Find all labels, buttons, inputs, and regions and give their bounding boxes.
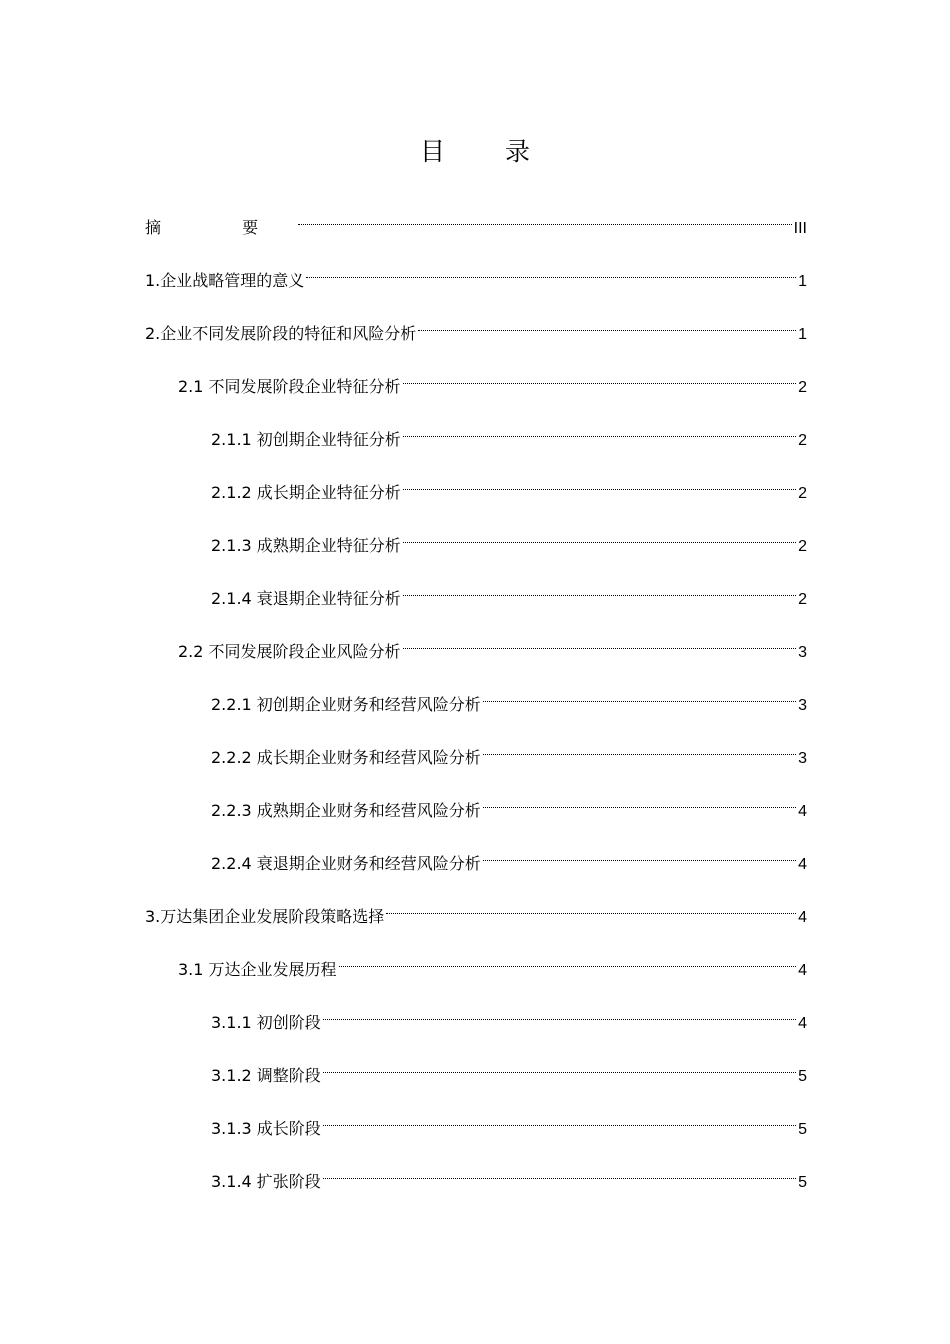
toc-entry-label: 2.1.1 初创期企业特征分析: [211, 430, 401, 449]
toc-entry-label: 2.企业不同发展阶段的特征和风险分析: [145, 324, 417, 343]
toc-entry-3-1-1[interactable]: [0, 998, 950, 1032]
toc-entry-2-2-1[interactable]: [0, 680, 950, 714]
toc-entry-page: III: [793, 220, 807, 237]
toc-dot-leader: [401, 627, 799, 657]
toc-entry-label: 2.2.1 初创期企业财务和经营风险分析: [211, 695, 481, 714]
toc-entry-label: 3.1 万达企业发展历程: [178, 960, 337, 979]
toc-entry-2-1-4[interactable]: [0, 574, 950, 608]
toc-title: 目 录: [420, 137, 556, 166]
toc-entry-page: 2: [798, 485, 807, 502]
toc-entry-label: 2.2.4 衰退期企业财务和经营风险分析: [211, 854, 481, 873]
toc-entry-label: 摘 要: [145, 218, 297, 237]
toc-dot-leader: [337, 945, 799, 975]
toc-entry-page: 3: [798, 750, 807, 767]
toc-entry-2-2-3[interactable]: [0, 786, 950, 820]
toc-dot-leader: [401, 362, 799, 392]
toc-entry-2-1-3[interactable]: [0, 521, 950, 555]
toc-entry-label: 3.1.2 调整阶段: [211, 1066, 321, 1085]
toc-entry-label: 2.1.4 衰退期企业特征分析: [211, 589, 401, 608]
toc-entry-3-1[interactable]: [0, 945, 950, 979]
toc-entry-page: 4: [798, 909, 807, 926]
toc-entry-page: 3: [798, 697, 807, 714]
toc-dot-leader: [321, 1157, 798, 1187]
toc-entry-page: 4: [798, 803, 807, 820]
toc-dot-leader: [384, 892, 798, 922]
toc-entry-page: 1: [798, 273, 807, 290]
toc-dot-leader: [304, 256, 798, 286]
toc-dot-leader: [481, 839, 798, 869]
toc-entry-2-2-2[interactable]: [0, 733, 950, 767]
toc-entry-2-1[interactable]: [0, 362, 950, 396]
toc-dot-leader: [401, 415, 798, 445]
toc-entry-label: 3.1.3 成长阶段: [211, 1119, 321, 1138]
toc-entry-2-2[interactable]: [0, 627, 950, 661]
toc-entry-label: 1.企业战略管理的意义: [145, 271, 305, 290]
toc-entry-2-2-4[interactable]: [0, 839, 950, 873]
toc-entry-page: 4: [798, 962, 807, 979]
toc-dot-leader: [401, 468, 798, 498]
toc-entry-page: 3: [798, 644, 807, 661]
toc-entry-label: 2.2.2 成长期企业财务和经营风险分析: [211, 748, 481, 767]
toc-entry-2[interactable]: [0, 309, 950, 343]
toc-dot-leader: [401, 574, 798, 604]
toc-entry-page: 2: [798, 432, 807, 449]
toc-entry-label: 2.1 不同发展阶段企业特征分析: [178, 377, 401, 396]
toc-dot-leader: [481, 786, 798, 816]
toc-dot-leader: [401, 521, 798, 551]
toc-entry-page: 5: [798, 1121, 807, 1138]
toc-entry-3[interactable]: [0, 892, 950, 926]
toc-entry-abstract[interactable]: [0, 203, 950, 237]
toc-entry-page: 5: [798, 1068, 807, 1085]
toc-entry-label: 2.1.3 成熟期企业特征分析: [211, 536, 401, 555]
toc-dot-leader: [481, 733, 798, 763]
toc-entry-page: 4: [798, 1015, 807, 1032]
toc-entry-3-1-2[interactable]: [0, 1051, 950, 1085]
toc-entry-3-1-3[interactable]: [0, 1104, 950, 1138]
toc-entry-label: 3.万达集团企业发展阶段策略选择: [145, 907, 385, 926]
toc-entry-page: 2: [798, 538, 807, 555]
toc-dot-leader: [296, 203, 794, 233]
toc-entry-page: 2: [798, 591, 807, 608]
toc-entry-label: 2.2.3 成熟期企业财务和经营风险分析: [211, 801, 481, 820]
toc-dot-leader: [321, 1104, 798, 1134]
toc-entry-page: 5: [798, 1174, 807, 1191]
toc-dot-leader: [416, 309, 798, 339]
toc-dot-leader: [321, 1051, 798, 1081]
toc-dot-leader: [321, 998, 798, 1028]
toc-entry-2-1-2[interactable]: [0, 468, 950, 502]
toc-entry-3-1-4[interactable]: [0, 1157, 950, 1191]
toc-entry-2-1-1[interactable]: [0, 415, 950, 449]
toc-entry-1[interactable]: [0, 256, 950, 290]
toc-entry-label: 3.1.1 初创阶段: [211, 1013, 321, 1032]
toc-entry-page: 1: [798, 326, 807, 343]
toc-entry-label: 3.1.4 扩张阶段: [211, 1172, 321, 1191]
toc-entry-label: 2.2 不同发展阶段企业风险分析: [178, 642, 401, 661]
toc-entry-page: 2: [798, 379, 807, 396]
toc-entry-label: 2.1.2 成长期企业特征分析: [211, 483, 401, 502]
toc-dot-leader: [481, 680, 798, 710]
toc-entry-page: 4: [798, 856, 807, 873]
